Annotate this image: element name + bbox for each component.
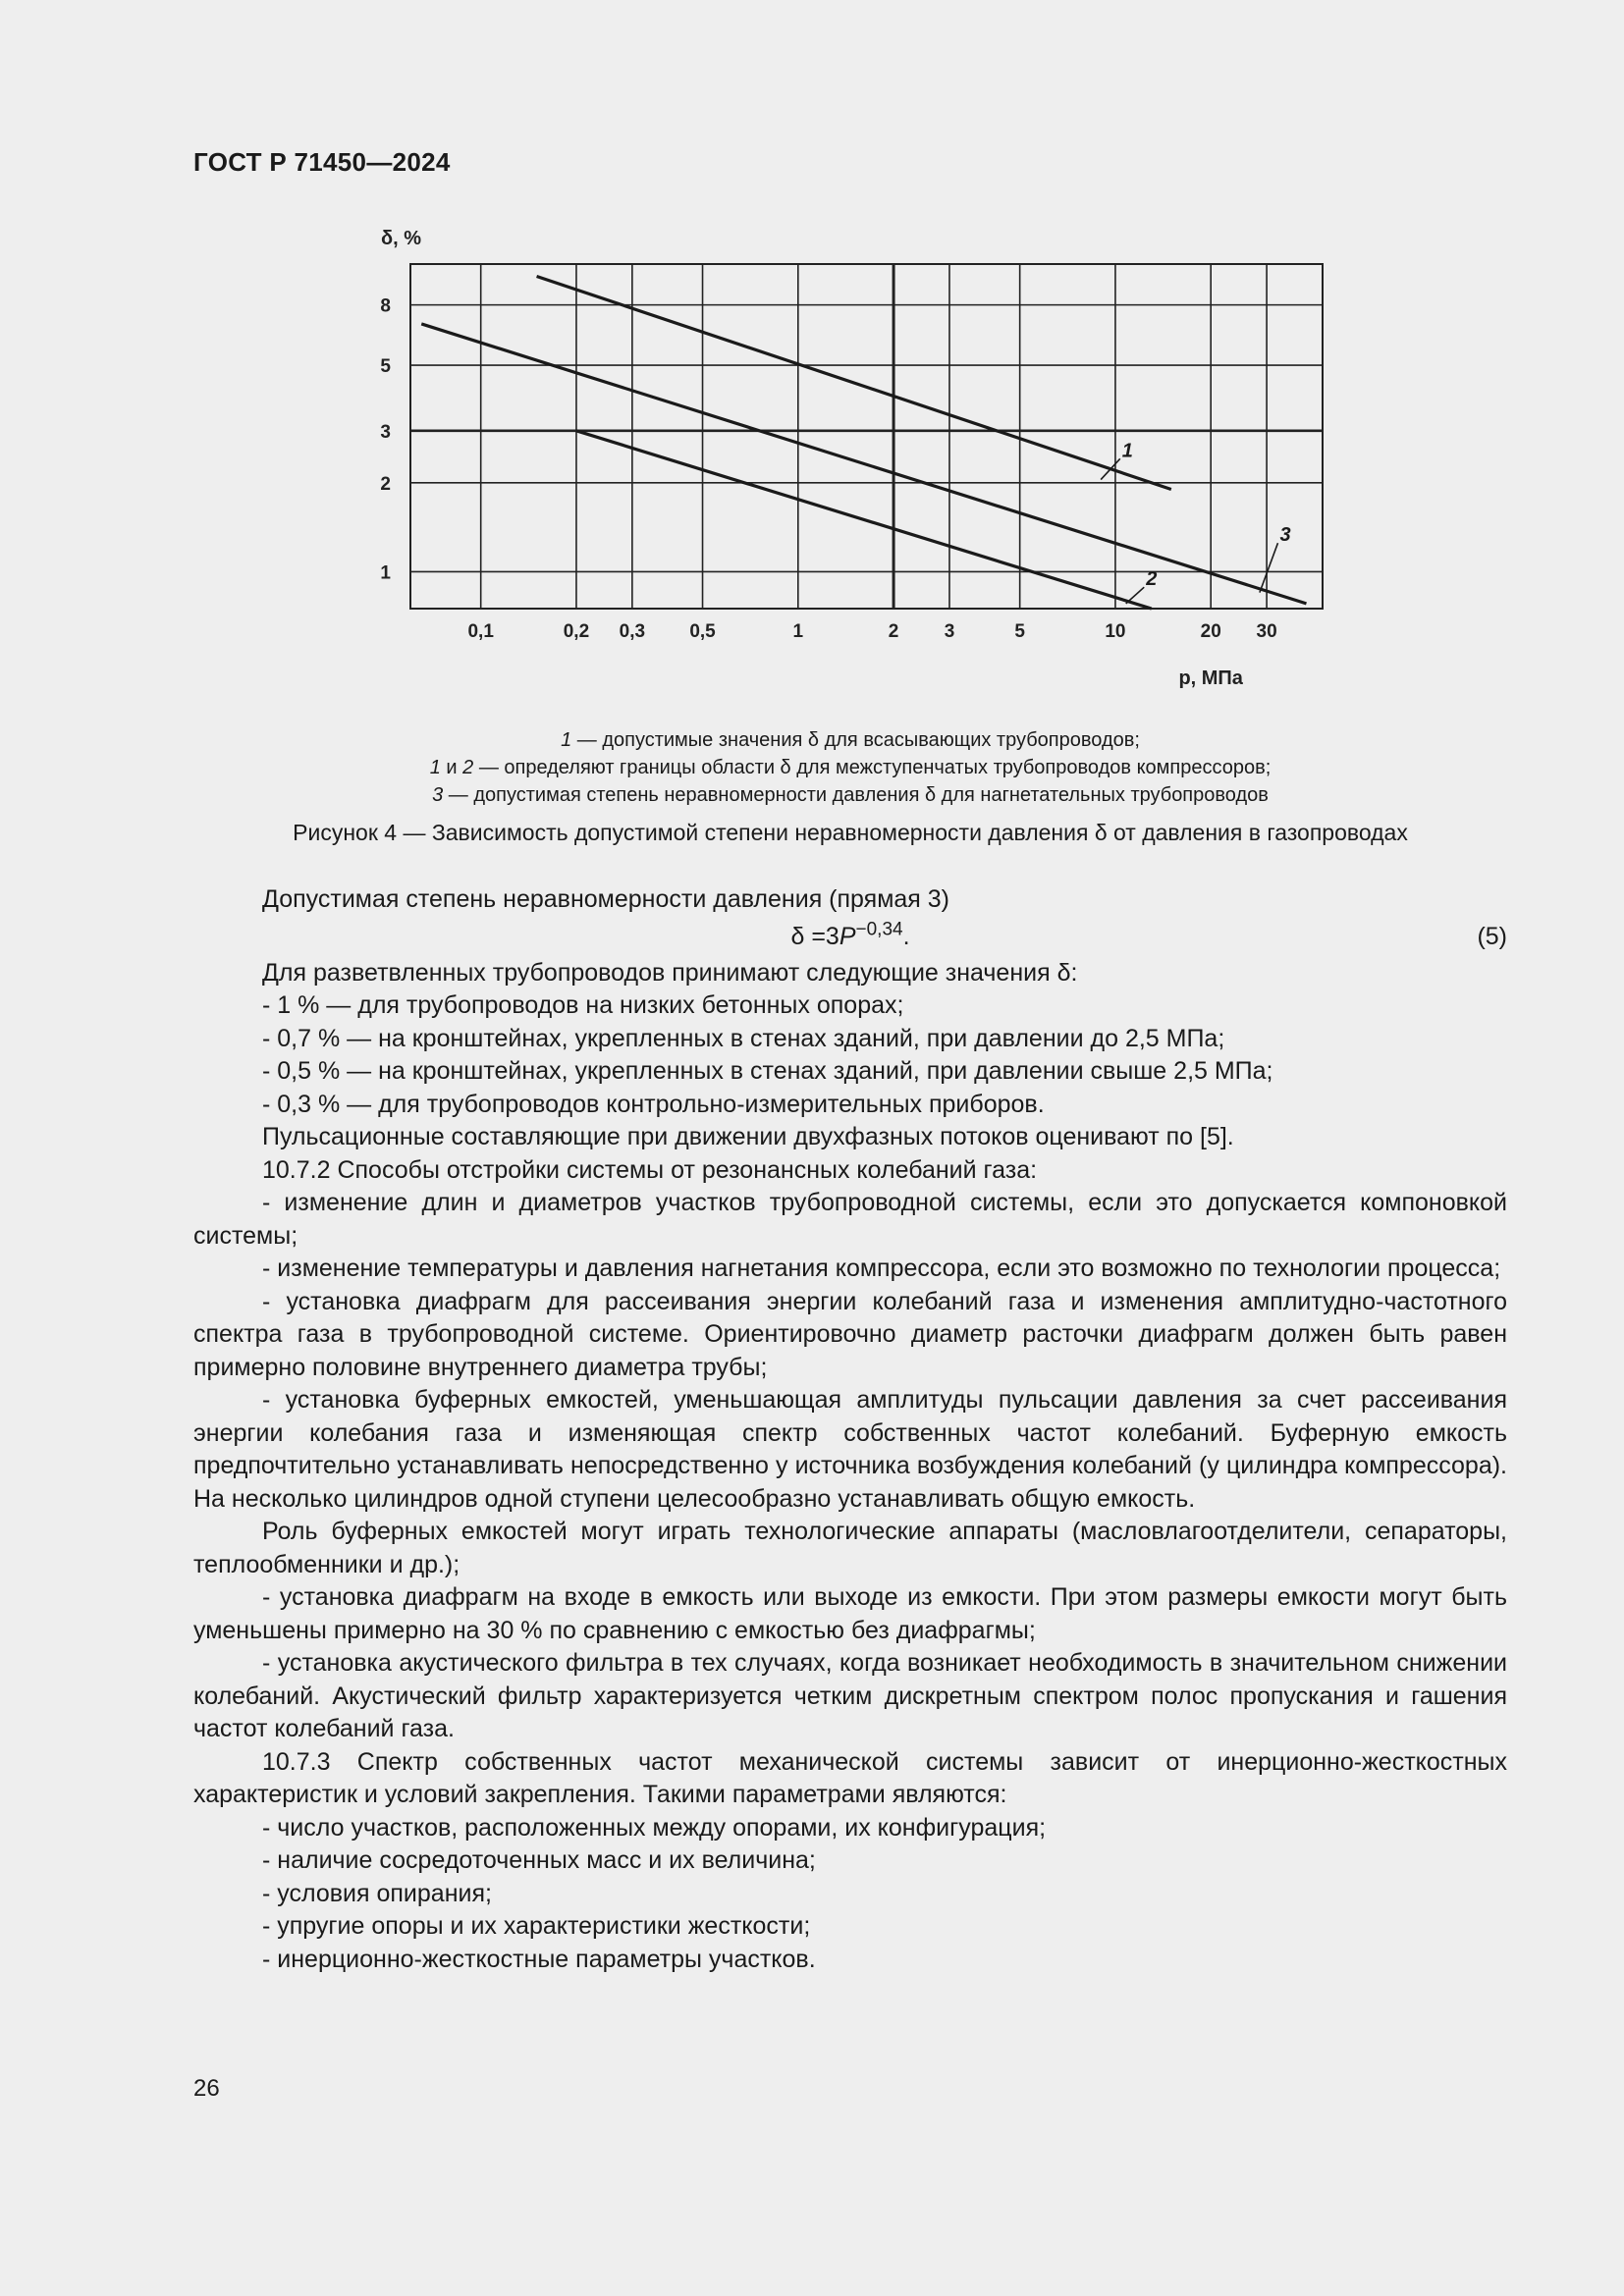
series-leader-3 (1260, 543, 1278, 592)
list-item: - условия опирания; (262, 1879, 492, 1907)
page-number: 26 (193, 2075, 220, 2102)
section-10-7-2: 10.7.2 Способы отстройки системы от резонансных колебаний газа: (262, 1155, 1038, 1184)
series-label-3: 3 (1279, 524, 1291, 547)
list-item: - установка диафрагм на входе в емкость или выходе из емкости. При этом размеры емкости могут быть уменьшены примерно на 30 % по сравнению с емкостью без диафрагмы; (193, 1583, 1507, 1644)
list-item: - число участков, расположенных между опорами, их конфигурация; (262, 1813, 1047, 1842)
y-tick-label: 5 (380, 356, 391, 378)
y-tick-label: 1 (380, 562, 391, 584)
x-tick-label: 30 (1256, 621, 1277, 642)
list-item: - упругие опоры и их характеристики жесткости; (262, 1912, 811, 1940)
legend-line-1 (193, 726, 1507, 754)
list-item: - инерционно-жесткостные параметры участков. (262, 1945, 816, 1973)
series-leader-1 (1101, 458, 1120, 479)
legend-num: 1 (429, 757, 441, 778)
list-item: - изменение длин и диаметров участков трубопроводной системы, если это допускается компоновкой системы; (193, 1189, 1507, 1250)
paragraph: Допустимая степень неравномерности давления (прямая 3) (262, 885, 949, 913)
pressure-chart (363, 221, 1345, 712)
formula-end: . (902, 922, 910, 950)
x-tick-label: 3 (944, 621, 955, 642)
figure-caption: Рисунок 4 — Зависимость допустимой степени неравномерности давления δ от давления в газопроводах (293, 820, 1408, 845)
x-tick-label: 1 (792, 621, 804, 642)
x-tick-label: 0,1 (467, 621, 494, 642)
legend-text: — определяют границы области δ для межступенчатых трубопроводов компрессоров; (473, 757, 1272, 778)
legend-num: 1 (561, 729, 572, 751)
series-label-1: 1 (1121, 440, 1133, 462)
legend-num: 2 (462, 757, 474, 778)
legend-text: — допустимая степень неравномерности давления δ для нагнетательных трубопроводов (443, 784, 1269, 806)
y-tick-label: 3 (380, 421, 391, 443)
y-tick-label: 2 (380, 473, 391, 495)
plot-frame (410, 264, 1323, 609)
section-10-7-3: 10.7.3 Спектр собственных частот механической системы зависит от инерционно-жесткостных характеристик и условий закрепления. Такими параметрами являются: (193, 1747, 1507, 1808)
y-axis-label: δ, % (381, 228, 422, 249)
legend-num: 3 (432, 784, 444, 806)
legend-line-3 (193, 781, 1507, 809)
formula-var: P (839, 922, 856, 950)
x-tick-label: 2 (888, 621, 899, 642)
x-tick-label: 0,2 (563, 621, 590, 642)
formula-exp: −0,34 (855, 919, 903, 940)
paragraph: Роль буферных емкостей могут играть технологические аппараты (масловлагоотделители, сепараторы, теплообменники и др.); (193, 1518, 1507, 1578)
series-leader-2 (1126, 587, 1145, 604)
list-item: - 0,5 % — на кронштейнах, укрепленных в стенах зданий, при давлении свыше 2,5 МПа; (262, 1057, 1273, 1085)
formula-lhs: δ =3 (790, 922, 839, 950)
paragraph: Для разветвленных трубопроводов принимают следующие значения δ: (262, 958, 1078, 987)
list-item: - наличие сосредоточенных масс и их величина; (262, 1846, 816, 1874)
x-tick-label: 0,5 (689, 621, 716, 642)
body-text (193, 883, 1507, 1976)
formula-number: (5) (1477, 922, 1507, 950)
x-tick-label: 10 (1105, 621, 1126, 642)
legend-line-2 (193, 754, 1507, 781)
list-item: - установка акустического фильтра в тех случаях, когда возникает необходимость в значительном снижении колебаний. Акустический фильтр характеризуется четким дискретным спектром полос пропускания и гашения частот колебаний газа. (193, 1649, 1507, 1742)
x-axis-label: p, МПа (1178, 667, 1243, 689)
legend-text: и (440, 757, 463, 778)
list-item: - установка диафрагм для рассеивания энергии колебаний газа и изменения амплитудно-частотного спектра газа в трубопроводной системе. Ориентировочно диаметр расточки диафрагм должен быть равен примерно половине внутреннего диаметра трубы; (193, 1287, 1507, 1381)
series-line-2 (576, 431, 1152, 609)
paragraph: Пульсационные составляющие при движении двухфазных потоков оценивают по [5]. (262, 1123, 1234, 1150)
formula-5 (193, 917, 1507, 957)
x-tick-label: 5 (1014, 621, 1025, 642)
list-item: - 0,3 % — для трубопроводов контрольно-измерительных приборов. (262, 1090, 1045, 1118)
figure-legend (193, 726, 1507, 809)
legend-text: — допустимые значения δ для всасывающих трубопроводов; (571, 729, 1140, 751)
x-tick-label: 20 (1200, 621, 1221, 642)
list-item: - изменение температуры и давления нагнетания компрессора, если это возможно по технологии процесса; (262, 1255, 1501, 1282)
document-header: ГОСТ Р 71450—2024 (193, 147, 451, 177)
chart-figure (363, 221, 1345, 712)
series-label-2: 2 (1146, 568, 1158, 591)
list-item: - 0,7 % — на кронштейнах, укрепленных в стенах зданий, при давлении до 2,5 МПа; (262, 1024, 1225, 1052)
x-tick-label: 0,3 (619, 621, 646, 642)
list-item: - установка буферных емкостей, уменьшающая амплитуды пульсации давления за счет рассеивания энергии колебания газа и изменяющая спектр собственных частот колебаний. Буферную емкость предпочтительно устанавливать непосредственно у источника возбуждения колебаний (у цилиндра компрессора). На несколько цилиндров одной ступени целесообразно устанавливать общую емкость. (193, 1386, 1507, 1513)
list-item: - 1 % — для трубопроводов на низких бетонных опорах; (262, 991, 904, 1019)
y-tick-label: 8 (380, 295, 391, 317)
